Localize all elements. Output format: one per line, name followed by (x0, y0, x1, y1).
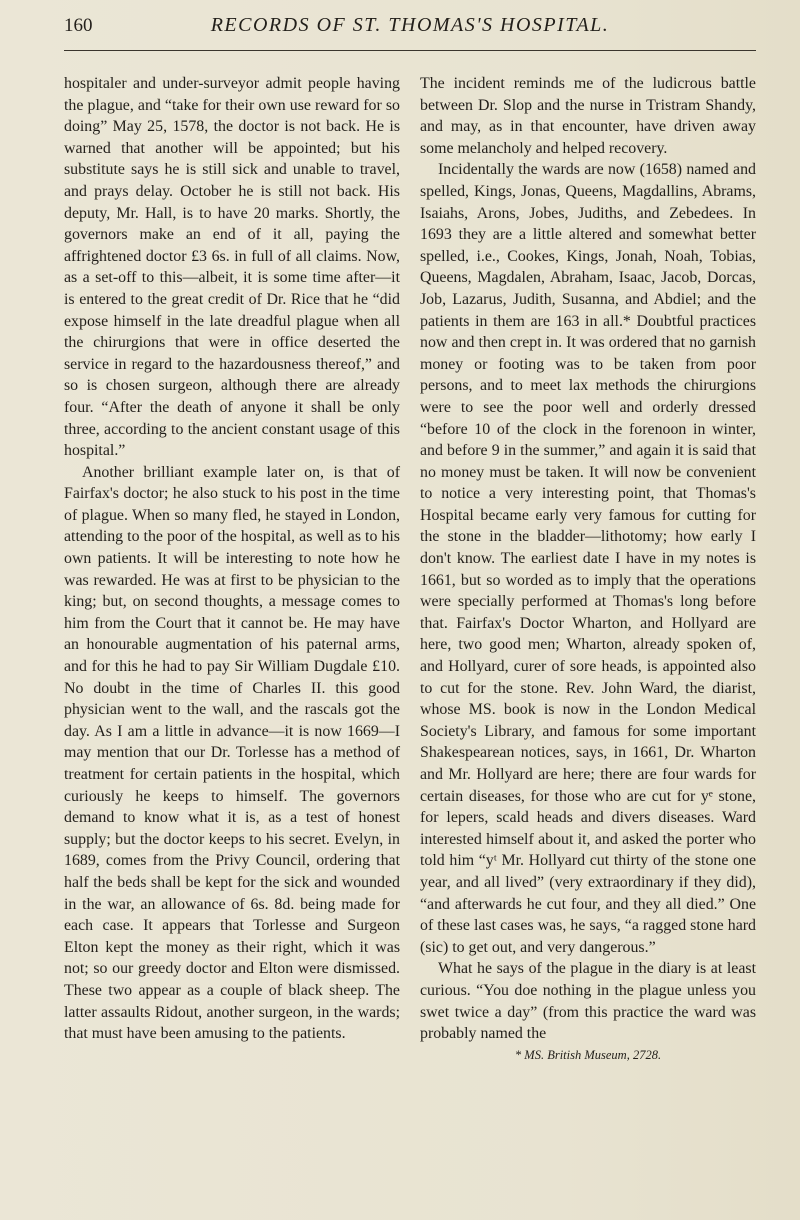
right-paragraph-2: Incidentally the wards are now (1658) named and spelled, Kings, Jonas, Queens, Magdallins, Abrams, Isaiahs, Arons, Jobes, Judiths, and Zebedees. In 1693 they are a little altered and somewhat better spelled, i.e., Cookes, Kings, Jonah, Noah, Tobias, Queens, Magdalen, Abraham, Isaac, Jacob, Dorcas, Job, Lazarus, Judith, Susanna, and Abdiel; and the patients in them are 163 in all.* Doubtful practices now and then crept in. It was ordered that no garnish money or footing was to be taken from poor persons, and to meet lax methods the chirurgions were to see the poor well and orderly dressed “before 10 of the clock in the forenoon in winter, and before 9 in the summer,” and again it is said that no money must be taken. It will now be convenient to notice a very interesting point, that Thomas's Hospital became early very famous for cutting for the stone in the bladder—lithotomy; how early I don't know. The earliest date I have in my notes is 1661, but so worded as to imply that the operations were specially performed at Thomas's long before that. Fairfax's Doctor Wharton, and Hollyard are here, two good men; Wharton, already spoken of, and Hollyard, curer of sore heads, is appointed also to cut for the stone. Rev. John Ward, the diarist, whose MS. book is now in the London Medical Society's Library, and famous for some important Shakespearean notices, says, in 1661, Dr. Wharton and Mr. Hollyard are here; there are four wards for certain diseases, for those who are cut for yᵉ stone, for lepers, scald heads and divers diseases. Ward interested himself about it, and asked the porter who told him “yᵗ Mr. Hollyard cut thirty of the stone one year, and all lived” (very extraordinary if they did), “and afterwards he cut four, and they all died.” One of these last cases was, he says, “a ragged stone hard (sic) to get out, and very dangerous.” (420, 161, 756, 956)
left-paragraph-1: hospitaler and under-surveyor admit people having the plague, and “take for their own use reward for so doing” May 25, 1578, the doctor is not back. He is warned that another will be appointed; but his substitute says he is still sick and unable to travel, and prays delay. October he is still not back. His deputy, Mr. Hall, is to have 20 marks. Shortly, the governors make an end of it all, paying the affrightened doctor £3 6s. in full of all claims. Now, as a set-off to this—albeit, it is some time after—it is entered to the great credit of Dr. Rice that he “did expose himself in the late dreadful plague when all the chirurgions that were in office deserted the service in regard to the hazardousness thereof,” and so is chosen surgeon, although there are already four. “After the death of anyone it shall be only three, according to the ancient constant usage of this hospital.” (64, 75, 400, 460)
page-number: 160 (64, 15, 93, 36)
text-columns (64, 73, 756, 1063)
right-column (420, 73, 756, 1063)
left-column (64, 73, 400, 1063)
right-paragraph-3: What he says of the plague in the diary is at least curious. “You doe nothing in the plague unless you swet twice a day” (from this practice the ward was probably named the (420, 960, 756, 1043)
right-paragraph-1: The incident reminds me of the ludicrous battle between Dr. Slop and the nurse in Tristram Shandy, and may, as in that encounter, have driven away some melancholy and helped recovery. (420, 75, 756, 157)
footnote: * MS. British Museum, 2728. (514, 1047, 662, 1062)
page-header (64, 14, 756, 51)
left-paragraph-2: Another brilliant example later on, is that of Fairfax's doctor; he also stuck to his post in the time of plague. When so many fled, he stayed in London, attending to the poor of the hospital, as well as to his own patients. It will be interesting to note how he was rewarded. He was at first to be physician to the king; but, on second thoughts, a message comes to him from the Court that it cannot be. He may have an honourable augmentation of his paternal arms, and for this he had to pay Sir William Dugdale £10. No doubt in the time of Charles II. this good physician went to the wall, and the rascals got the day. As I am a little in advance—it is now 1669—I may mention that our Dr. Torlesse has a method of treatment for certain patients in the hospital, which curiously he keeps to himself. The governors demand to know what it is, as a test of honest supply; but the doctor keeps to his secret. Evelyn, in 1689, comes from the Privy Council, ordering that half the beds shall be kept for the sick and wounded in the war, an allowance of 6s. 8d. being made for each case. It appears that Torlesse and Surgeon Elton kept the money as their right, which it was not; so our greedy doctor and Elton were dismissed. These two appear as a couple of black sheep. The latter assaults Ridout, another surgeon, in the wards; that must have been amusing to the patients. (64, 463, 400, 1043)
running-title: RECORDS OF ST. THOMAS'S HOSPITAL. (210, 14, 610, 36)
